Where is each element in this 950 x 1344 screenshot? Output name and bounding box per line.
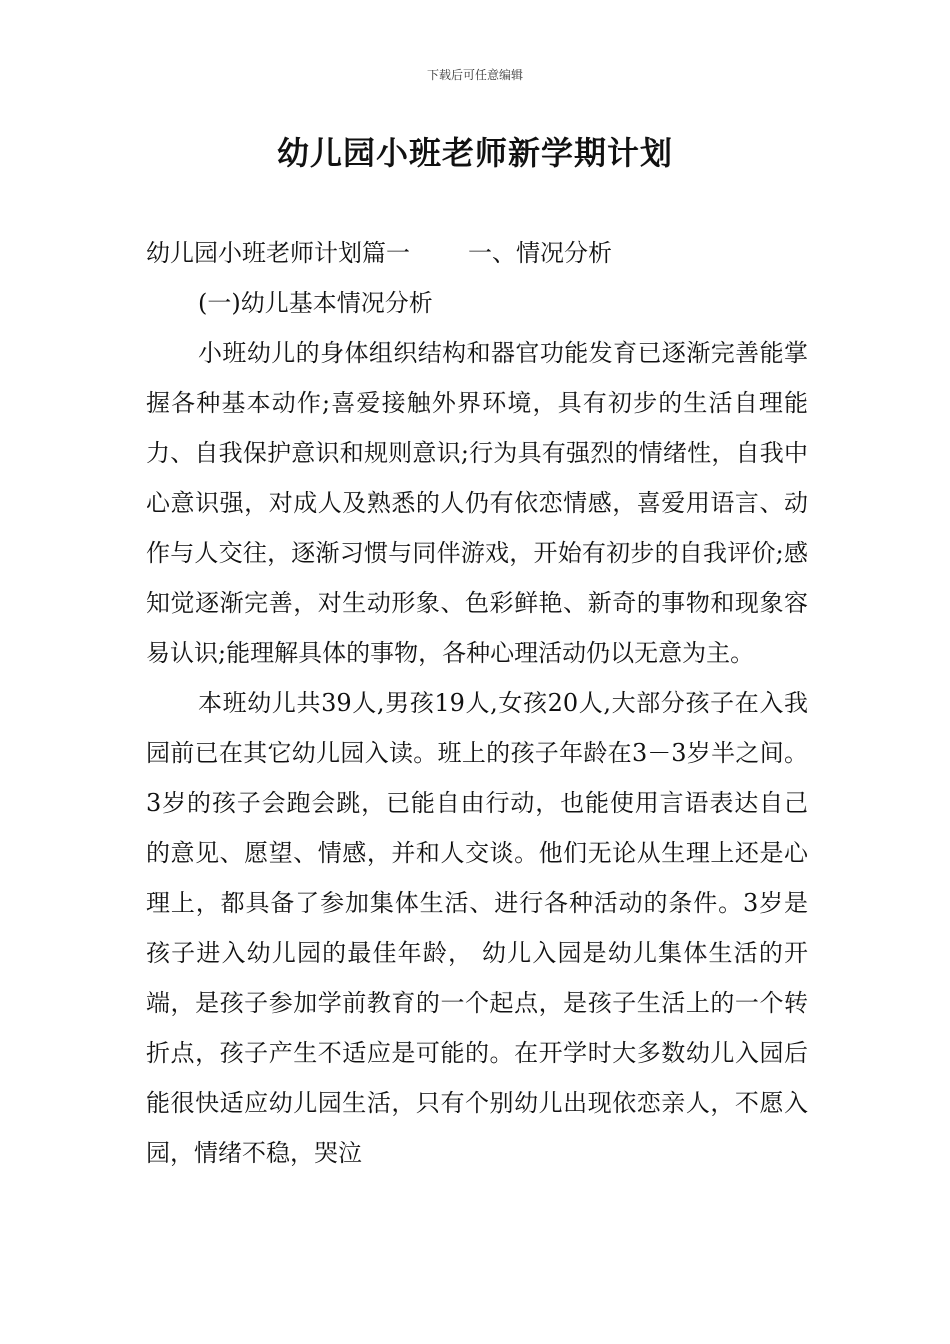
intro-line — [146, 228, 808, 278]
part-label: 幼儿园小班老师计划篇一 — [146, 239, 410, 267]
document-title: 幼儿园小班老师新学期计划 — [276, 134, 673, 172]
subsection-heading: (一)幼儿基本情况分析 — [198, 289, 433, 317]
paragraph: 小班幼儿的身体组织结构和器官功能发育已逐渐完善能掌握各种基本动作;喜爱接触外界环境，具有初步的生活自理能力、自我保护意识和规则意识;行为具有强烈的情绪性，自我中心意识强，对成人及熟悉的人仍有依恋情感，喜爱用语言、动作与人交往，逐渐习惯与同伴游戏，开始有初步的自我评价;感知觉逐渐完善，对生动形象、色彩鲜艳、新奇的事物和现象容易认识;能理解具体的事物，各种心理活动仍以无意为主。 — [146, 339, 808, 667]
paragraph: 本班幼儿共39人,男孩19人,女孩20人,大部分孩子在入我园前已在其它幼儿园入读。班上的孩子年龄在3－3岁半之间。3岁的孩子会跑会跳，已能自由行动，也能使用言语表达自己的意见、愿望、情感，并和人交谈。他们无论从生理上还是心理上，都具备了参加集体生活、进行各种活动的条件。3岁是孩子进入幼儿园的最佳年龄， 幼儿入园是幼儿集体生活的开端，是孩子参加学前教育的一个起点，是孩子生活上的一个转折点，孩子产生不适应是可能的。在开学时大多数幼儿入园后能很快适应幼儿园生活，只有个别幼儿出现依恋亲人，不愿入园，情绪不稳，哭泣 — [146, 689, 808, 1167]
section-heading: 一、情况分析 — [468, 239, 612, 267]
document-body — [146, 228, 808, 1178]
header-note: 下载后可任意编辑 — [426, 68, 523, 82]
